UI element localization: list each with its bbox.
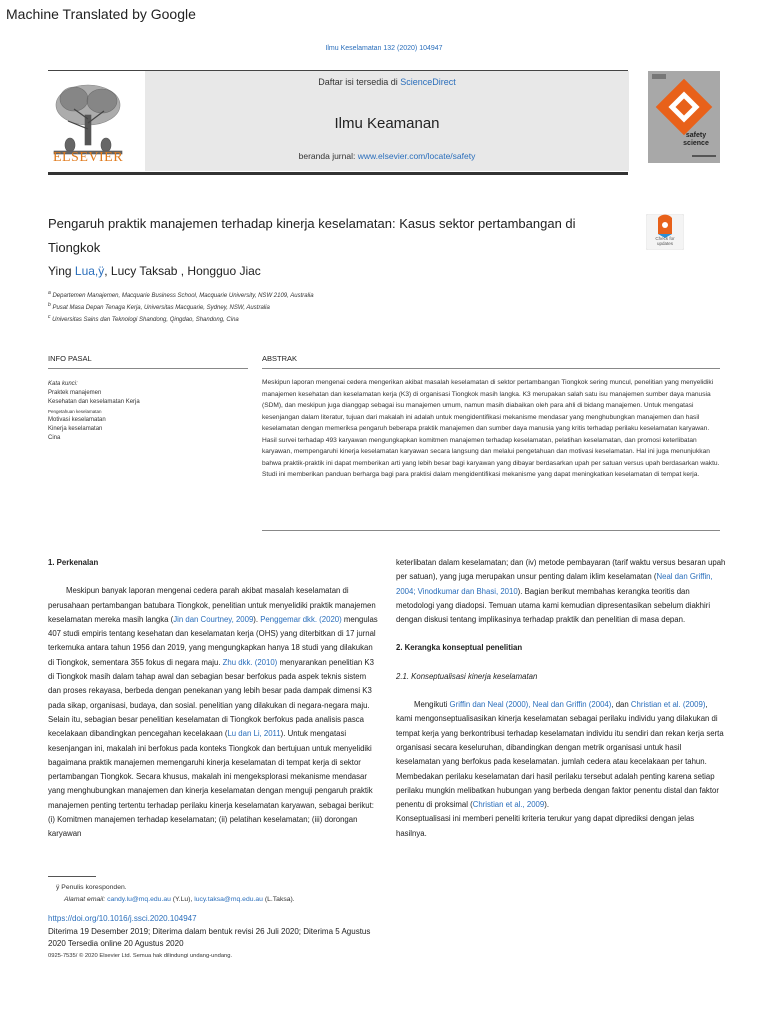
keyword-item: Praktek manajemen — [48, 390, 102, 396]
keyword-item: Cina — [48, 435, 61, 441]
intro-paragraph-1 — [48, 584, 378, 713]
text-run: Mengikuti — [414, 700, 450, 710]
text-run: menyarankan penelitian K3 di Tiongkok masih dalam tahap awal dan sebagian besar berfokus pada aspek teknis sistem dan proses rekayasa, berbeda dengan penekanan yang lebih besar pada dampak dimensi K3 pada sikap, organisasi, budaya, dan sosial. penelitian yang dilakukan di negara-negara maju. — [48, 657, 374, 710]
author-1-affil-mark[interactable]: Lua,ÿ — [74, 264, 105, 278]
journal-homepage — [145, 151, 629, 161]
email-link-2[interactable]: lucy.taksa@mq.edu.au — [194, 896, 263, 903]
subsection-heading-safety-performance: 2.1. Konseptualisasi kinerja keselamatan — [396, 671, 538, 681]
affiliation-c-mark: c — [48, 314, 51, 320]
dates-line-2: 2020 Tersedia online 20 Agustus 2020 — [48, 939, 184, 948]
section-heading-framework: 2. Kerangka konseptual penelitian — [396, 643, 523, 653]
text-run: Selain itu, sebagian besar penelitian keselamatan di Tiongkok berfokus pada analisis pasca kecelakaan dibandingkan pencegahan kecelakaan ( — [48, 714, 364, 739]
framework-paragraph-1 — [396, 698, 726, 812]
footnotes — [56, 882, 556, 906]
email-2-owner: (L.Taksa). — [262, 896, 295, 903]
citation-link[interactable]: Lu dan Li, 2011 — [227, 729, 281, 739]
check-label-line2: updates — [656, 241, 673, 246]
affiliation-b-mark: b — [48, 302, 51, 308]
body-column-right — [396, 556, 726, 841]
header-bottom-rule — [48, 172, 628, 175]
text-run: Meskipun banyak laporan mengenai cedera parah akibat masalah keselamatan di perusahaan pertambangan batubara Tiongkok, penelitian untuk menyelidiki praktik manajemen keselamatan mereka masih langka ( — [48, 586, 376, 624]
text-run: , kami mengonseptualisasikan kinerja keselamatan sebagai perilaku individu yang dilakukan di tempat kerja yang berkontribusi terhadap keselamatan individu itu sendiri dan rekan kerja serta organisasi secara keseluruhan, dibandingkan dengan metrik organisasi untuk hasil keselamatan yang berfokus pada keselamatan. jumlah cedera atau kecelakaan per tahun. Membedakan perilaku keselamatan dari hasil perilaku tersebut adalah penting karena setiap perilaku mungkin melibatkan hubungan yang berbeda dengan faktor penentu distal dan faktor penentu di proksimal ( — [396, 700, 724, 810]
journal-reference[interactable]: Ilmu Keselamatan 132 (2020) 104947 — [325, 45, 443, 52]
sciencedirect-link[interactable]: ScienceDirect — [400, 77, 456, 87]
homepage-link[interactable]: www.elsevier.com/locate/safety — [357, 151, 476, 161]
affiliation-b — [48, 302, 648, 311]
keyword-item: Pengetahuan keselamatan — [48, 409, 102, 414]
citation-link[interactable]: Neal dan Griffin, 2004; Vinodkumar dan Bhasi, 2010 — [396, 572, 713, 596]
cover-text-safety: safety — [685, 132, 707, 139]
email-label: Alamat email: — [64, 896, 108, 903]
keyword-item: Kinerja keselamatan — [48, 426, 103, 432]
affiliation-a-text: Departemen Manajemen, Macquarie Business School, Macquarie University, NSW 2109, Australia — [52, 293, 314, 299]
cover-artwork — [648, 71, 720, 163]
author-1-name: Ying — [48, 264, 75, 278]
text-run: mengulas 407 studi empiris tentang kesehatan dan keselamatan kerja (OHS) yang diterbitkan di 17 jurnal terkemuka antara tahun 1956 dan 2019, yang mengungkapkan hanya 18 studi yang dilakukan di Tiongkok, sementara 355 fokus di negara maju. — [48, 614, 378, 667]
text-run: keterlibatan dalam keselamatan; dan (iv) metode pembayaran (tarif waktu versus besaran upah per satuan), yang juga merupakan unsur penting dalam iklim keselamatan ( — [396, 558, 726, 582]
author-list — [48, 264, 261, 278]
corresponding-author-note: ÿ Penulis koresponden. — [56, 884, 127, 891]
keyword-item: Kesehatan dan keselamatan Kerja — [48, 399, 140, 405]
check-for-updates-label[interactable] — [646, 236, 684, 246]
publisher-wordmark: ELSEVIER — [52, 150, 124, 165]
keywords-label: Kata kunci: — [48, 381, 78, 387]
citation-link[interactable]: Christian et al., 2009 — [472, 800, 545, 810]
affiliations — [48, 290, 648, 326]
text-run: ). — [544, 800, 549, 810]
intro-paragraph-2 — [48, 713, 378, 813]
affiliation-a — [48, 290, 648, 299]
citation-link[interactable]: Penggemar dkk. (2020) — [260, 614, 342, 624]
cover-text-science: science — [683, 140, 709, 147]
affiliation-b-text: Pusat Masa Depan Tenaga Kerja, Universitas Macquarie, Sydney, NSW, Australia — [52, 305, 270, 311]
framework-paragraph-2: Konseptualisasi ini memberi peneliti kriteria terukur yang dapat diprediksi dengan jelas hasilnya. — [396, 814, 695, 838]
text-run: ). — [253, 614, 261, 624]
journal-title: Ilmu Keamanan — [334, 115, 440, 132]
citation-link[interactable]: Christian et al. (2009) — [630, 700, 706, 710]
abstract-text: Meskipun laporan mengenai cedera mengerikan akibat masalah keselamatan di sektor pertambangan Tiongkok sering muncul, penelitian yang menyelidiki manajemen kesehatan dan keselamatan kerja (K3) di organisasi Tiongkok masih langka. K3 merupakan salah satu isu manajemen sumber daya manusia (SDM), dan meskipun juga dianggap sebagai isu manajemen umum, namun masih diabaikan oleh para ahli di bidang manajemen. Untuk mengatasi kesenjangan dalam literatur, tujuan dari makalah ini adalah untuk mengidentifikasi mekanisme mendasar yang menghubungkan manajemen dan hasil keselamatan dengan memeriksa pengaruh beberapa praktik manajemen dan sumber daya manusia yang kritis terhadap perilaku keselamatan karyawan. Hasil survei terhadap 493 karyawan mengungkapkan komitmen manajemen terhadap keselamatan, pelatihan keselamatan, dan promosi keterlibatan karyawan, mempengaruhi kinerja keselamatan karyawan secara langsung dan melalui pengetahuan dan motivasi keselamatan. Hal ini juga menunjukkan bahwa praktik-praktik ini dapat memberikan arti yang lebih besar bagi karyawan yang dibayar berdasarkan upah per satuan versus upah berdasarkan waktu. Studi ini memberikan panduan berharga bagi para praktisi dalam mengidentifikasi mekanisme yang dapat meningkatkan keselamatan di tempat kerja. — [262, 379, 720, 478]
homepage-prefix: beranda jurnal: — [298, 151, 358, 161]
footnote-rule — [48, 876, 96, 877]
journal-header-box — [145, 71, 629, 171]
email-link-1[interactable]: candy.lu@mq.edu.au — [107, 896, 171, 903]
affiliation-c — [48, 314, 648, 323]
text-run: ). Bagian berikut membahas kerangka teoritis dan metodologi yang diadopsi. Temuan utama kami kemudian dipresentasikan sebelum diakhiri dengan diskusi tentang implikasinya terhadap praktik dan penelitian di masa depan. — [396, 586, 711, 625]
authors-rest: , Lucy Taksab , Hongguo Jiac — [104, 264, 261, 278]
intro-list-item: (i) Komitmen manajemen terhadap keselamatan; (ii) pelatihan keselamatan; (iii) dorongan karyawan — [48, 815, 358, 839]
dates-line-1: Diterima 19 Desember 2019; Diterima dalam bentuk revisi 26 Juli 2020; Diterima 5 Agustus — [48, 927, 371, 936]
email-1-owner: (Y.Lu), — [170, 896, 195, 903]
doi-link[interactable]: https://doi.org/10.1016/j.ssci.2020.104947 — [48, 914, 197, 923]
article-dates — [48, 926, 448, 950]
abstract-rule-bottom — [262, 530, 720, 531]
intro-paragraph-continued — [396, 556, 726, 627]
journal-cover-image — [648, 71, 720, 163]
abstract-label: ABSTRAK — [262, 354, 298, 363]
affiliation-a-mark: a — [48, 290, 51, 296]
affiliation-c-text: Universitas Sains dan Teknologi Shandong, Qingdao, Shandong, Cina — [52, 317, 239, 323]
article-info-label: INFO PASAL — [48, 354, 92, 363]
citation-link[interactable]: Zhu dkk. (2010) — [222, 657, 278, 667]
citation-link[interactable]: Griffin dan Neal (2000), Neal dan Griffin (2004) — [449, 700, 612, 710]
keyword-item: Motivasi keselamatan — [48, 417, 106, 423]
copyright-notice: 0925-7535/ © 2020 Elsevier Ltd. Semua hak dilindungi undang-undang. — [48, 953, 233, 959]
abstract-rule-top — [262, 368, 720, 369]
text-run: , dan — [611, 700, 631, 710]
machine-translation-banner: Machine Translated by Google — [6, 6, 196, 22]
contents-prefix: Daftar isi tersedia di — [318, 77, 401, 87]
contents-availability — [145, 77, 629, 87]
text-run: ). Untuk mengatasi kesenjangan ini, makalah ini berfokus pada konteks Tiongkok dan bertujuan untuk menyelidiki bagaimana praktik manajemen memengaruhi kinerja keselamatan di tempat kerja di sektor pertambangan Tiongkok. Secara khusus, makalah ini mengeksplorasi mekanisme mendasar yang menghubungkan manajemen dan kinerja keselamatan dengan menguji pengaruh praktik manajemen penting tertentu terhadap perilaku kinerja keselamatan karyawan, sebagai berikut: — [48, 729, 374, 810]
paper-title: Pengaruh praktik manajemen terhadap kinerja keselamatan: Kasus sektor pertambangan di Tiongkok — [48, 216, 576, 255]
body-column-left — [48, 556, 378, 842]
citation-link[interactable]: Jin dan Courtney, 2009 — [173, 614, 254, 624]
keywords-block — [48, 380, 248, 443]
email-note — [56, 894, 556, 906]
section-heading-introduction: 1. Perkenalan — [48, 558, 99, 567]
article-info-rule — [48, 368, 248, 369]
check-label-line1: Check for — [655, 236, 675, 241]
